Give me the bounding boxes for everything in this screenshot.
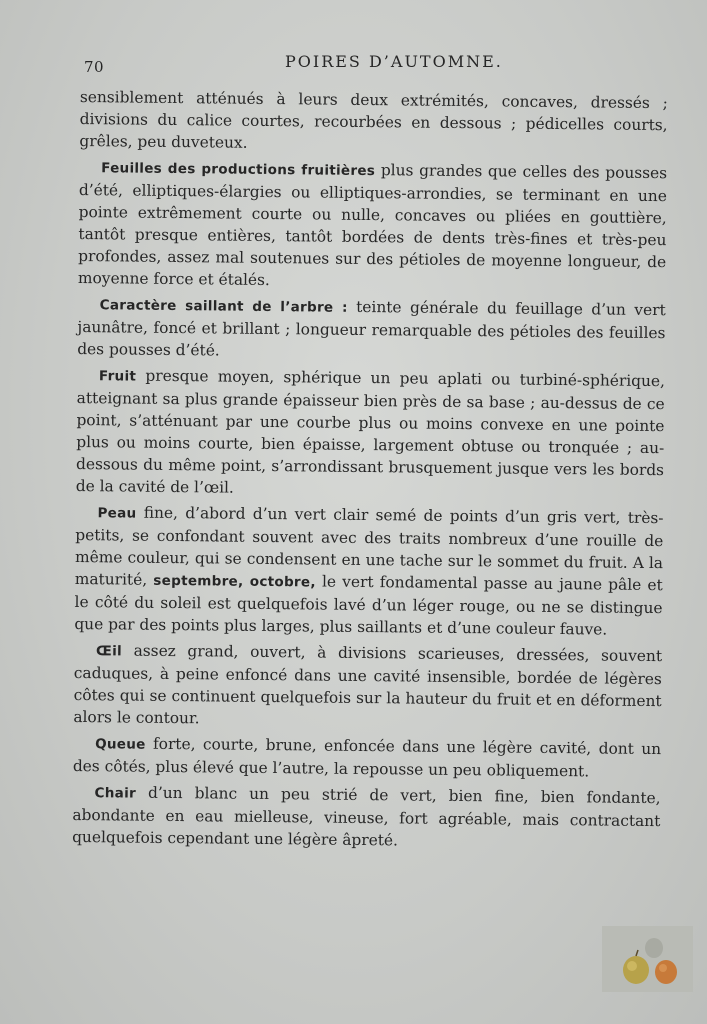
paragraph-text: presque moyen, sphérique un peu aplati ou turbiné-sphérique, atteignant sa plus grande épaisseur bien près de sa base ; au-dessus de ce point, s’atténuant par une courbe plus ou moins convexe en une pointe plus ou moins courte, bien épaisse, largement obtuse ou tronquée ; au-dessous du même point, s’arrondissant brusquement jusque vers les bords de la cavité de l’œil. bbox=[75, 366, 666, 497]
paragraph-queue bbox=[73, 732, 661, 783]
paragraph-text: plus grandes que celles des pousses d’été, elliptiques-élargies ou elliptiques-arrondies, se terminant en une pointe extrêmement courte ou nulle, concaves ou pliées en gouttière, tantôt presque entières, tantôt bordées de dents très-fines et très-peu profondes, assez mal soutenues sur des pétioles de moyenne longueur, de moyenne force et étalés. bbox=[77, 161, 668, 289]
body-text bbox=[72, 86, 668, 858]
term-feuilles: Feuilles des productions fruitières bbox=[101, 160, 376, 180]
paragraph-chair bbox=[72, 781, 661, 854]
term-caractere: Caractère saillant de l’arbre : bbox=[99, 297, 348, 316]
paragraph-text: d’un blanc un peu strié de vert, bien fine, bien fondante, abondante en eau mielleuse, vineuse, fort agréable, mais contractant quelquefois cependant une légère âpreté. bbox=[72, 783, 661, 850]
pear-illustration-icon bbox=[602, 926, 693, 992]
running-title: POIRES D’AUTOMNE. bbox=[285, 52, 503, 71]
paragraph-caractere bbox=[77, 293, 666, 366]
paragraph-text: le vert fondamental passe au jaune pâle et le côté du soleil est quelquefois lavé d’un léger rouge, ou ne se distingue que par des points plus larges, plus saillants et d’une couleur fauve. bbox=[74, 572, 663, 639]
term-season: septembre, octobre, bbox=[153, 572, 316, 591]
paragraph-continuation bbox=[79, 86, 668, 158]
term-peau: Peau bbox=[97, 505, 137, 522]
term-queue: Queue bbox=[95, 736, 146, 753]
paragraph-text: fine, d’abord d’un vert clair semé de points d’un gris vert, très-petits, se confondant souvent avec des traits nombreux d’une rouille de même couleur, qui se condensent en une tache sur le sommet du fruit. A la maturité, bbox=[74, 503, 664, 589]
paragraph-text: sensiblement atténués à leurs deux extrémités, concaves, dressés ; divisions du calice courtes, recourbées en dessous ; pédicelles courts, grêles, peu duveteux. bbox=[79, 87, 668, 152]
paragraph-text: teinte générale du feuillage d’un vert jaunâtre, foncé et brillant ; longueur remarquable des pétioles des feuilles des pousses d’été. bbox=[77, 297, 666, 360]
paragraph-feuilles bbox=[78, 156, 667, 295]
paragraph-text: assez grand, ouvert, à divisions scarieuses, dressées, souvent caduques, à peine enfoncé dans une cavité insensible, bordée de légères côtes qui se continuent quelquefois sur la hauteur du fruit et en déforment alors le contour. bbox=[73, 641, 663, 728]
term-oeil: Œil bbox=[95, 643, 123, 660]
paragraph-text: forte, courte, brune, enfoncée dans une légère cavité, dont un des côtés, plus élevé que l’autre, la repousse un peu obliquement. bbox=[72, 734, 662, 781]
fruit-thumbnail bbox=[602, 926, 693, 992]
page-number: 70 bbox=[84, 58, 105, 76]
paragraph-oeil bbox=[73, 639, 662, 734]
term-fruit: Fruit bbox=[98, 368, 137, 385]
paragraph-peau bbox=[74, 501, 663, 641]
term-chair: Chair bbox=[94, 785, 137, 802]
paragraph-fruit bbox=[76, 364, 665, 503]
